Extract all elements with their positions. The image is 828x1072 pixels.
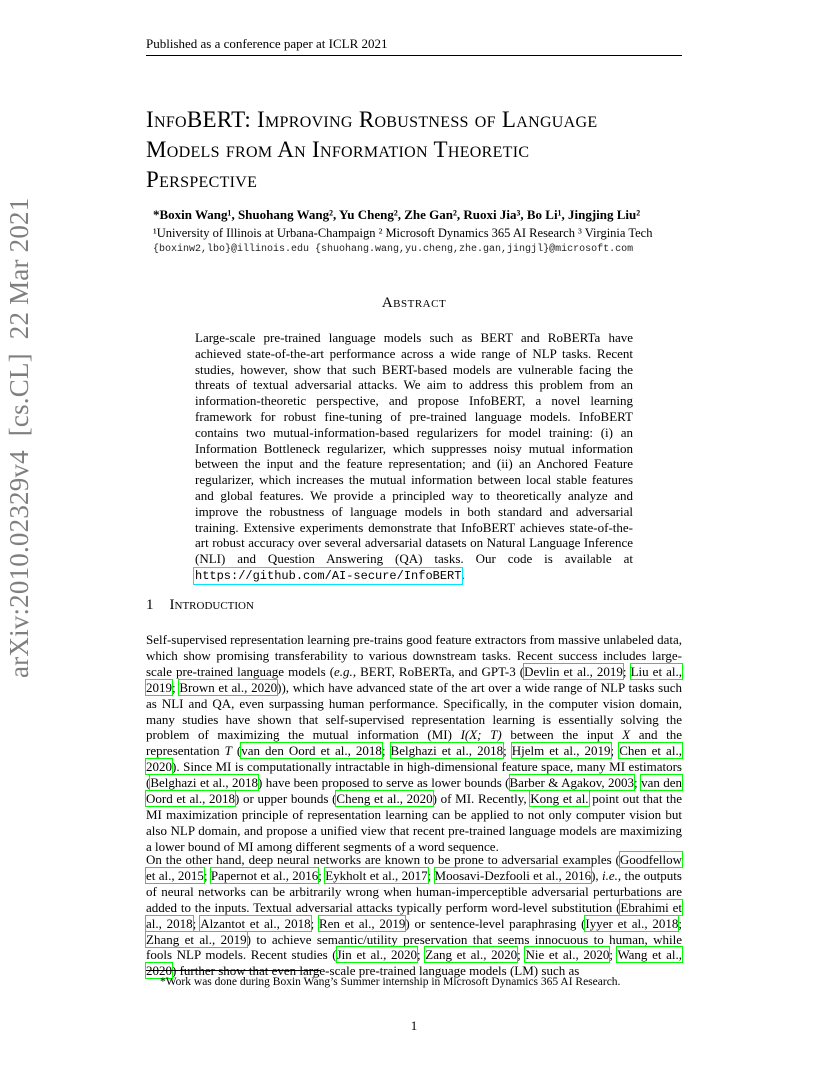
citation-link[interactable]: Eykholt et al., 2017	[325, 867, 428, 883]
citation-link[interactable]: Iyyer et al., 2018	[585, 915, 679, 931]
text: ) or upper bounds (	[235, 791, 337, 807]
citation-link[interactable]: Alzantot et al., 2018	[200, 915, 311, 931]
citation-link[interactable]: van den Oord et al., 2018	[241, 743, 382, 759]
citation-link[interactable]: Ebrahimi et al., 2018	[146, 899, 682, 931]
page-number: 1	[410, 1018, 418, 1033]
author-list: *Boxin Wang¹, Shuohang Wang², Yu Cheng², Zhe Gan², Ruoxi Jia³, Bo Li¹, Jingjing Liu²	[153, 207, 641, 222]
citation-link[interactable]: van den Oord et al., 2018	[146, 775, 682, 807]
text: ;	[203, 867, 211, 883]
arxiv-sidebar-stamp: arXiv:2010.02329v4 [cs.CL] 22 Mar 2021	[4, 197, 34, 678]
math-expression: I(X; T)	[460, 727, 502, 743]
text: ;	[310, 915, 319, 931]
citation-link[interactable]: Moosavi-Dezfooli et al., 2016	[434, 867, 592, 883]
author-emails: {boxinw2,lbo}@illinois.edu {shuohang.wang,yu.cheng,zhe.gan,jingjl}@microsoft.com	[153, 244, 634, 255]
citation-link[interactable]: Belghazi et al., 2018	[150, 775, 259, 791]
text: ;	[417, 947, 426, 963]
title-line-3: Perspective	[146, 167, 258, 192]
text: (	[231, 743, 242, 759]
text: ;	[427, 867, 435, 883]
abstract-end: .	[461, 566, 465, 582]
text: ) further show that even large-scale pre-trained language models (LM) such as	[172, 963, 580, 979]
citation-link[interactable]: Wang et al., 2020	[146, 947, 682, 979]
title-line-2: Models from An Information Theoretic	[146, 137, 530, 162]
citation-link[interactable]: Nie et al., 2020	[525, 947, 610, 963]
text: ;	[517, 947, 526, 963]
text: On the other hand, deep neural networks are known to be prone to adversarial examples (	[146, 852, 620, 867]
text: ;	[192, 915, 201, 931]
citation-link[interactable]: Barber & Agakov, 2003	[509, 775, 635, 791]
citation-link[interactable]: Chen et al., 2020	[146, 743, 682, 775]
text: ;	[172, 679, 180, 695]
text: , the outputs of neural networks can be arbitrarily wrong when human-imperceptible adversarial perturbations are added to the inputs. Textual adversarial attacks typically perform word-level substitution (	[146, 867, 682, 915]
citation-link[interactable]: Cheng et al., 2020	[336, 791, 433, 807]
abstract-text	[195, 330, 633, 585]
section-number: 1	[146, 597, 154, 613]
citation-link[interactable]: Zang et al., 2020	[425, 947, 518, 963]
text-italic: i.e.	[602, 867, 618, 883]
title-line-1: InfoBERT: Improving Robustness of Language	[146, 107, 598, 132]
text: ) have been proposed to serve as lower bounds (	[258, 775, 510, 791]
running-header: Published as a conference paper at ICLR 2021	[146, 36, 388, 51]
abstract-body-text: Large-scale pre-trained language models such as BERT and RoBERTa have achieved state-of-the-art performance across a wide range of NLP tasks. Recent studies, however, show that such BERT-based models are vulnerable facing the threats of textual adversarial attacks. We aim to address this problem from an information-theoretic perspective, and propose InfoBERT, a novel learning framework for robust fine-tuning of pre-trained language models. InfoBERT contains two mutual-information-based regularizers for model training: (i) an Information Bottleneck regularizer, which suppresses noisy mutual information between the input and the feature representation; and (ii) an Anchored Feature regularizer, which increases the mutual information between local stable features and global features. We provide a principled way to theoretically analyze and improve the robustness of language models in both standard and adversarial training. Extensive experiments demonstrate that InfoBERT achieves state-of-the-art robust accuracy over several adversarial datasets on Natural Language Inference (NLI) and Question Answering (QA) tasks. Our code is available at	[195, 330, 633, 567]
citation-link[interactable]: Hjelm et al., 2019	[511, 743, 611, 759]
text: ;	[381, 743, 391, 759]
text: point out that the MI maximization principle of representation learning can be applied to not only computer vision but also NLP domain, and propose a unified view that recent pre-trained language models are maximizing a lower bound of MI among different segments of a word sequence.	[146, 791, 682, 854]
citation-link[interactable]: Goodfellow et al., 2015	[146, 852, 682, 883]
header-rule	[146, 55, 682, 56]
text: between the input	[501, 727, 623, 743]
section-heading	[146, 597, 254, 614]
text-italic: e.g.	[334, 663, 353, 679]
citation-link[interactable]: Belghazi et al., 2018	[390, 743, 504, 759]
text: ),	[591, 867, 602, 883]
text: ). Since MI is computationally intractable in high-dimensional feature space, many MI estimators (	[146, 759, 682, 791]
citation-link[interactable]: Jin et al., 2020	[336, 947, 417, 963]
intro-paragraph-1	[146, 632, 682, 855]
text: ;	[318, 867, 326, 883]
citation-link[interactable]: Zhang et al., 2019	[146, 931, 247, 947]
citation-link[interactable]: Papernot et al., 2016	[210, 867, 319, 883]
citation-link[interactable]: Kong et al.	[530, 791, 589, 807]
intro-paragraph-2	[146, 852, 682, 979]
math-symbol: T	[224, 743, 232, 759]
text: ) or sentence-level paraphrasing (	[405, 915, 586, 931]
text: ;	[634, 775, 642, 791]
citation-link[interactable]: Liu et al., 2019	[146, 663, 682, 695]
footnote: *Work was done during Boxin Wang’s Summer internship in Microsoft Dynamics 365 AI Research.	[160, 976, 621, 988]
text: ) to achieve semantic/utility preservation that seems innocuous to human, while fools NLP models. Recent studies (	[146, 931, 683, 963]
abstract-heading: Abstract	[381, 295, 447, 311]
paper-title	[146, 105, 706, 195]
text: , BERT, RoBERTa, and GPT-3 (	[352, 663, 525, 679]
text: ;	[609, 947, 618, 963]
citation-link[interactable]: Devlin et al., 2019	[524, 663, 623, 679]
math-symbol: X	[622, 727, 631, 743]
text: ;	[678, 915, 682, 931]
footnote-rule	[146, 970, 321, 971]
text: ;	[503, 743, 512, 759]
text: and the representation	[146, 727, 682, 759]
code-url-link[interactable]: https://github.com/AI-secure/InfoBERT	[195, 568, 462, 583]
text: ;	[610, 743, 620, 759]
section-title: Introduction	[169, 597, 254, 613]
citation-link[interactable]: Ren et al., 2019	[318, 915, 406, 931]
text: ;	[622, 663, 631, 679]
text: )), which have advanced state of the art over a wide range of NLP tasks such as NLI and QA, even surpassing human performance. Specifically, in the computer vision domain, many studies have shown that self-supervised representation learning is essentially solving the problem of maximizing the mutual information (MI)	[146, 679, 682, 743]
text: ) of MI. Recently,	[432, 791, 531, 807]
text: Self-supervised representation learning pre-trains good feature extractors from massive unlabeled data, which show promising transferability to various downstream tasks. Recent success includes large-scale pre-trained language models (	[146, 632, 682, 679]
affiliations: ¹University of Illinois at Urbana-Champaign ² Microsoft Dynamics 365 AI Research ³ Virginia Tech	[153, 226, 653, 240]
citation-link[interactable]: Brown et al., 2020	[179, 679, 278, 695]
